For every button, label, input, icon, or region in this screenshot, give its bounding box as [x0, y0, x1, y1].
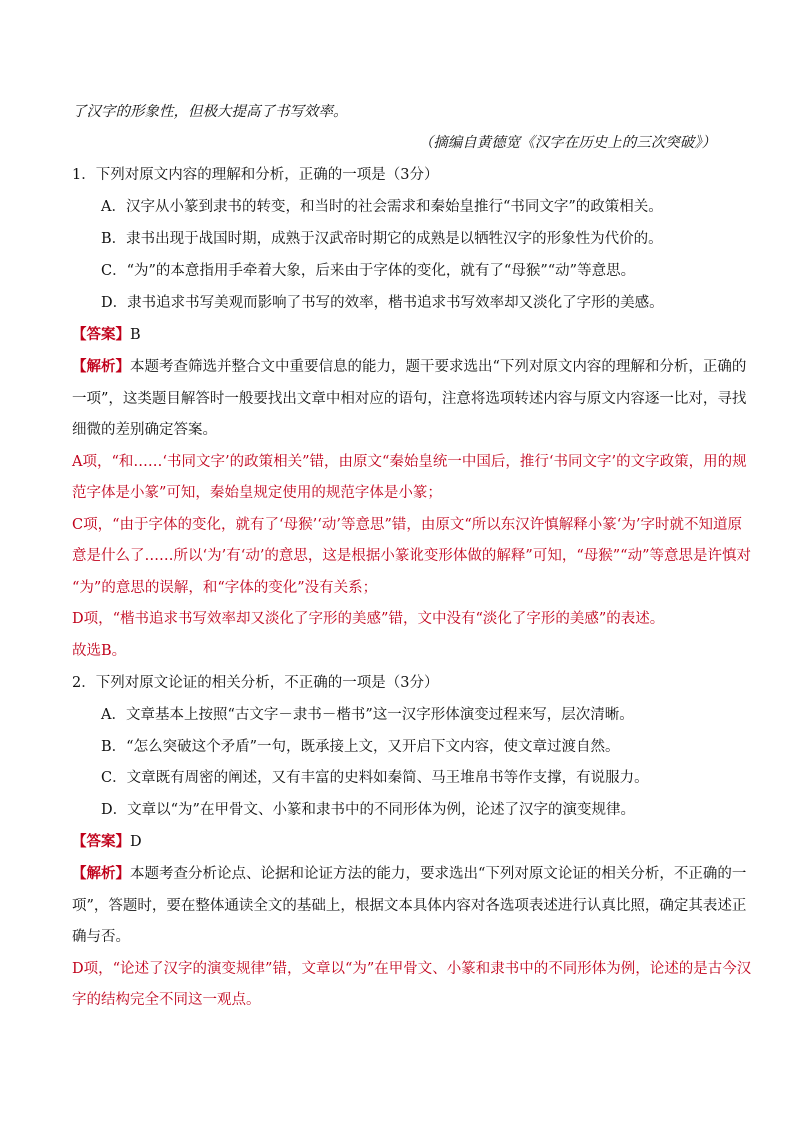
q2-option-a: A．文章基本上按照“古文字－隶书－楷书”这一汉字形体演变过程来写，层次清晰。	[101, 707, 634, 723]
q2-option-d: D．文章以“为”在甲骨文、小篆和隶书中的不同形体为例，论述了汉字的演变规律。	[101, 802, 635, 818]
q2-answer	[72, 832, 142, 852]
q2-analysis-line-3: 确与否。	[72, 929, 130, 945]
q1-option-d: D．隶书追求书写美观而影响了书写的效率，楷书追求书写效率却又淡化了字形的美感。	[101, 295, 664, 311]
analysis-tag: 【解析】	[72, 865, 130, 882]
analysis-text: 本题考查筛选并整合文中重要信息的能力，题干要求选出“下列对原文内容的理解和分析，正确的	[130, 359, 747, 375]
question-2-stem: 2．下列对原文论证的相关分析，不正确的一项是（3分）	[72, 675, 439, 691]
q2-analysis-line-1	[72, 864, 746, 884]
q1-option-c: C．“为”的本意指用手牵着大象，后来由于字体的变化，就有了“母猴”“动”等意思。	[101, 263, 636, 279]
question-1-stem: 1．下列对原文内容的理解和分析，正确的一项是（3分）	[72, 167, 439, 183]
q1-detail-line-4: 意是什么了……所以‘为’有‘动’的意思，这是根据小篆讹变形体做的解释”可知，“母猴”“动”等意思是许慎对	[72, 548, 751, 564]
q1-detail-line-2: 范字体是小篆”可知，秦始皇规定使用的规范字体是小篆；	[72, 485, 442, 501]
analysis-tag: 【解析】	[72, 358, 130, 375]
answer-tag: 【答案】	[72, 833, 130, 850]
passage-tail: 了汉字的形象性，但极大提高了书写效率。	[72, 104, 348, 120]
q1-analysis-line-1	[72, 357, 746, 377]
answer-tag: 【答案】	[72, 326, 130, 343]
source-citation: （摘编自黄德宽《汉字在历史上的三次突破》）	[418, 135, 716, 151]
q2-detail-line-1: D项，“论述了汉字的演变规律”错，文章以“为”在甲骨文、小篆和隶书中的不同形体为例，论述的是古今汉	[72, 961, 752, 977]
q2-detail-line-2: 字的结构完全不同这一观点。	[72, 992, 261, 1008]
answer-value: B	[130, 327, 141, 343]
q1-option-b: B．隶书出现于战国时期，成熟于汉武帝时期它的成熟是以牺牲汉字的形象性为代价的。	[101, 231, 663, 247]
q2-analysis-line-2: 项”，答题时，要在整体通读全文的基础上，根据文本具体内容对各选项表述进行认真比照，确定其表述正	[72, 898, 747, 914]
q1-answer	[72, 325, 141, 345]
answer-value: D	[130, 834, 142, 850]
q2-option-b: B．“怎么突破这个矛盾”一句，既承接上文，又开启下文内容，使文章过渡自然。	[101, 739, 620, 755]
q1-option-a: A．汉字从小篆到隶书的转变，和当时的社会需求和秦始皇推行“书同文字”的政策相关。	[101, 199, 663, 215]
q1-detail-line-6: D项，“楷书追求书写效率却又淡化了字形的美感”错，文中没有“淡化了字形的美感”的表述。	[72, 611, 665, 627]
q1-analysis-line-3: 细微的差别确定答案。	[72, 422, 217, 438]
q1-detail-line-1: A项，“和……‘书同文字’的政策相关”错，由原文“秦始皇统一中国后，推行‘书同文字’的文字政策，用的规	[72, 454, 747, 470]
q1-conclusion: 故选B。	[72, 643, 127, 659]
q2-option-c: C．文章既有周密的阐述，又有丰富的史料如秦简、马王堆帛书等作支撑，有说服力。	[101, 770, 649, 786]
analysis-text: 本题考查分析论点、论据和论证方法的能力，要求选出“下列对原文论证的相关分析，不正确的一	[130, 866, 747, 882]
q1-analysis-line-2: 一项”，这类题目解答时一般要找出文章中相对应的语句，注意将选项转述内容与原文内容逐一比对，寻找	[72, 391, 747, 407]
q1-detail-line-3: C项，“由于字体的变化，就有了‘母猴’‘动’等意思”错，由原文“所以东汉许慎解释小篆‘为’字时就不知道原	[72, 517, 742, 533]
q1-detail-line-5: “为”的意思的误解，和“字体的变化”没有关系；	[72, 580, 378, 596]
